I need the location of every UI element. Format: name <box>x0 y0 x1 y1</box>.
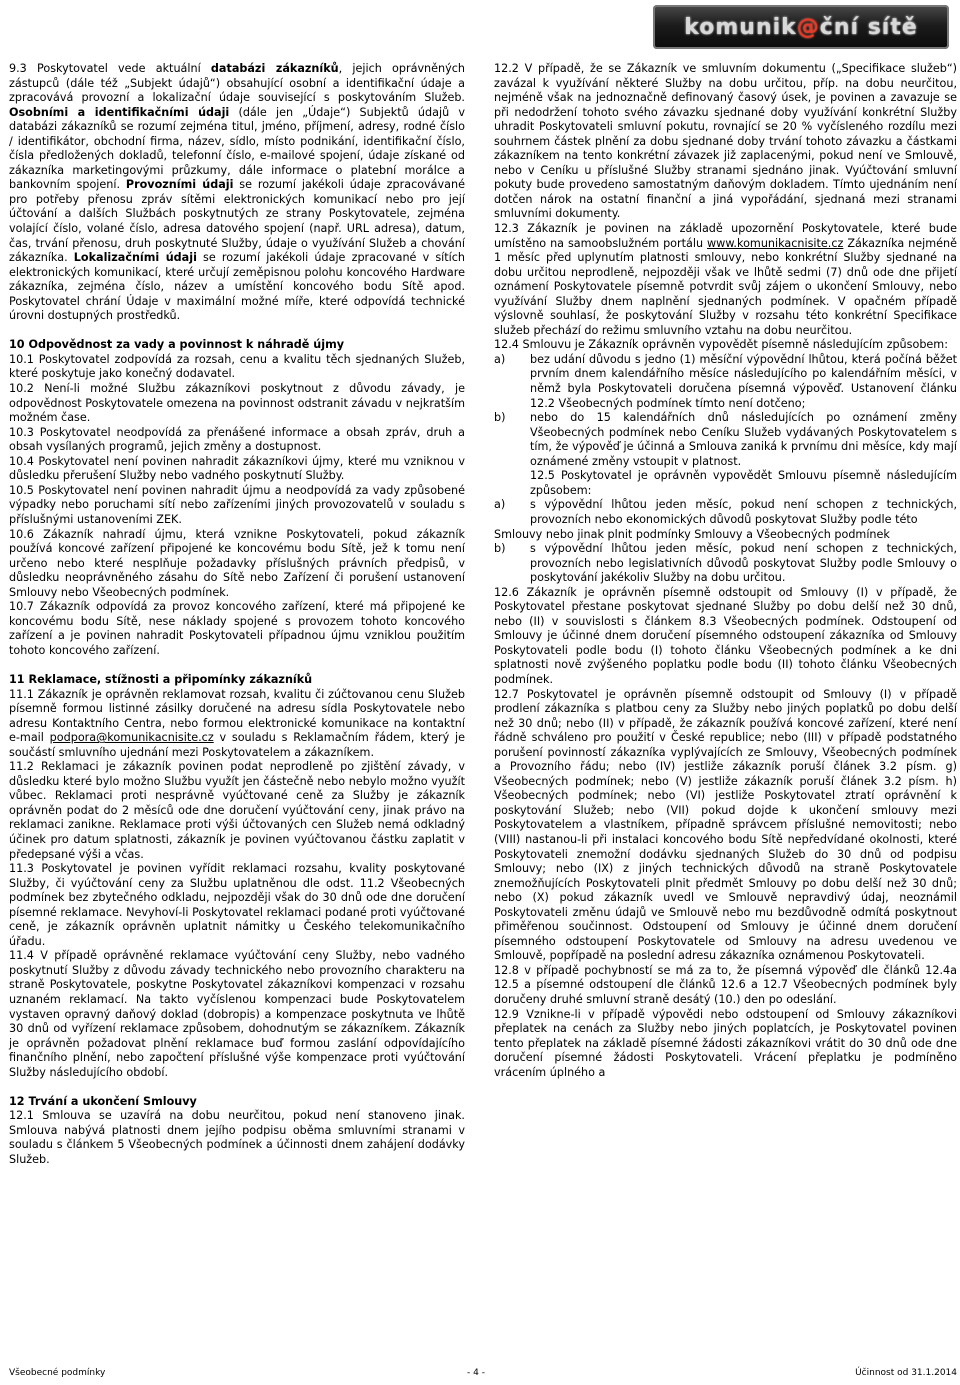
footer-title: Všeobecné podmínky <box>9 1368 106 1378</box>
section-heading-11: 11 Reklamace, stížnosti a připomínky zákazníků <box>9 672 313 686</box>
paragraph-10-3: 10.3 Poskytovatel neodpovídá za přenášené informace a obsah zpráv, druh a obsah vysílaných programů, jejich změny a dostupnost. <box>9 425 465 454</box>
list-item: a) bez udání důvodu s jedno (1) měsíční výpovědní lhůtou, která počíná běžet prvním dnem kalendářního měsíce následujícího po kalendářním měsíci, v němž byla Poskytovateli doručena písemná výpověď. Ustanovení článku 12.2 Všeobecných podmínek tímto není dotčeno; <box>494 352 957 410</box>
paragraph-12-7: 12.7 Poskytovatel je oprávněn písemně odstoupit od Smlouvy (I) v případě prodlení zákazníka s platbou ceny za Služby nebo jiných poplatků po dobu delší než 30 dnů; nebo (II) v případě, že zákazník používá koncové zařízení, které není řádně schváleno pro použití v České republice; nebo (III) v případě podstatného porušení povinností zákazníka vyplývajících ze Smlouvy, Všeobecných podmínek a Provozního řádu; nebo (IV) jestliže zákazník poruší článek 3.2 písm. g) Všeobecných podmínek; nebo (V) jestliže zákazník poruší článek 3.2 písm. h) Všeobecných podmínek; nebo (VI) jestliže Poskytovatel ztratí oprávnění k poskytování Služeb; nebo (VII) pokud dojde k ukončení smlouvy mezi Poskytovatelem a vlastníkem, případně správcem příslušné nemovitosti; nebo (VIII) nastanou-li při instalaci koncového bodu Sítě nepředvídané okolnosti, které Poskytovateli znemožní dodávku sjednaných Služeb do 30 dnů od podpisu Smlouvy; nebo (IX) z jiných technických důvodů na straně Poskytovatele znemožňujících Poskytovateli plnit předmět Smlouvy po dobu delší než 30 dnů; nebo (X) pokud zákazník uvedl ve Smlouvě nepravdivý údaj, neoznámil Poskytovateli změnu údajů ve Smlouvě nebo mu bezdůvodně odmítá poskytnout přiměřenou součinnost. Odstoupení od Smlouvy je účinné dnem doručení písemného odstoupení Poskytovatele od Smlouvy na adresu uvedenou ve Smlouvě, popřípadě na poslední adresu zákazníka oznámenou Poskytovateli. <box>494 687 957 963</box>
paragraph-12-5: 12.5 Poskytovatel je oprávněn vypovědět Smlouvu písemně následujícím způsobem: <box>530 469 957 497</box>
paragraph-10-1: 10.1 Poskytovatel zodpovídá za rozsah, cenu a kvalitu těch sjednaných Služeb, které poskytuje jako konečný dodavatel. <box>9 352 465 381</box>
support-email-link[interactable]: podpora@komunikacnisite.cz <box>49 731 214 745</box>
paragraph-10-7: 10.7 Zákazník odpovídá za provoz koncového zařízení, které má připojené ke koncovému bodu Sítě, nese náklady spojené s provozem tohoto koncového zařízení a je povinen nahradit Poskytovateli případnou újmu vzniklou použitím tohoto koncového zařízení. <box>9 600 465 657</box>
portal-link[interactable]: www.komunikacnisite.cz <box>707 236 844 250</box>
paragraph-12-4: 12.4 Smlouvu je Zákazník oprávněn vypovědět písemně následujícím způsobem: <box>494 338 948 352</box>
paragraph-11-2: 11.2 Reklamaci je zákazník povinen podat neprodleně po zjištění závady, v důsledku které bylo možno Službu využít jen částečně nebo nebylo možno využít vůbec. Reklamaci proti nesprávně vyúčtované ceně za Služby je zákazník oprávněn podat do 2 měsíců ode dne doručení vyúčtování ceny, jinak právo na reklamaci zanikne. Reklamace proti výši účtovaných cen Služeb nemá odkladný účinek pro datum splatnosti, zákazník je povinen vyúčtovanou částku zaplatit v předepsané výši a včas. <box>9 760 465 861</box>
paragraph-10-4: 10.4 Poskytovatel není povinen nahradit zákazníkovi újmy, které mu vzniknou v důsledku přerušení Služby nebo vadného poskytnutí Služby. <box>9 454 465 483</box>
paragraph-10-6: 10.6 Zákazník nahradí újmu, která vznikne Poskytovateli, pokud zákazník používá koncové zařízení připojené ke koncovému bodu Sítě, jež k tomu není určeno nebo které nesplňuje požadavky příslušných právních předpisů, v důsledku neoprávněného zásahu do Sítě nebo Zařízení či porušení ustanovení Smlouvy nebo Všeobecných podmínek. <box>9 527 465 599</box>
list-item: a) s výpovědní lhůtou jeden měsíc, pokud není schopen z technických, provozních nebo ekonomických důvodů poskytovat Služby podle této <box>494 498 957 526</box>
paragraph-9-3: 9.3 Poskytovatel vede aktuální databázi zákazníků, jejich oprávněných zástupců (dále též „Subjekt údajů“) obsahující osobní a identifikační údaje a zpracovává provozní a lokalizační údaje související s poskytováním Služeb. Osobními a identifikačními údaji (dále jen „Údaje“) Subjektů údajů v databázi zákazníků se rozumí zejména titul, jméno, příjmení, adresy, rodné číslo / identifikátor, obchodní firma, název, sídlo, místo podnikání, identifikační číslo, čísla předložených dokladů, telefonní číslo, e-mailové spojení, údaje získané od zákazníka marketingovými průzkumy, dále informace o platební morálce a bankovním spojení. Provozními údaji se rozumí jakékoli údaje zpracovávané pro potřeby přenosu zpráv sítěmi elektronických komunikací nebo pro její účtování a dalších Službách poskytnutých ze strany Poskytovatele, zejména volající číslo, volané číslo, adresa datového spojení (např. URL adresa), datum, čas, trvání přenosu, druh poskytnuté Služby, údaje o využívání Služeb a chování zákazníka. Lokalizačními údaji se rozumí jakékoli údaje zpracované v sítích elektronických komunikací, které určují zeměpisnou polohu koncového Hardware zákazníka, zejména číslo, název a umístění koncového bodu Sítě apod. Poskytovatel chrání Údaje v maximální možné míře, které odpovídá technické úrovni dostupných prostředků. <box>9 62 466 323</box>
paragraph-11-3: 11.3 Poskytovatel je povinen vyřídit reklamaci rozsahu, kvality poskytované Služby, či vyúčtování ceny za Službu uplatněnou dle odst. 11.2 Všeobecných podmínek bez zbytečného odkladu, nejpozději však do 30 dnů ode dne doručení písemné reklamace. Nevyhoví-li Poskytovatel reklamaci podané proti vyúčtované ceně, je zákazník oprávněn uplatnit námitky u Českého telekomunikačního úřadu. <box>9 862 465 948</box>
company-logo <box>653 5 949 49</box>
paragraph-11-4: 11.4 V případě oprávněné reklamace vyúčtování ceny Služby, nebo vadného poskytnutí Služby z důvodu závady technického nebo provozního charakteru na straně Poskytovatele, poskytne Poskytovatel zákazníkovi kompenzaci v rozsahu uznaném reklamací. Na takto vyčíslenou kompenzaci bude Poskytovatelem vystaven opravný daňový doklad (dobropis) a kompenzace poskytnuta ve lhůtě 30 dnů od vyřízení reklamace způsobem, dohodnutým se zákazníkem. Zákazník je oprávněn požadovat plnění reklamace buď formou zaslání odpovídajícího finančního plnění, nebo započtení příslušné výše kompenzace proti vyúčtování Služby následujícího období. <box>9 949 465 1079</box>
paragraph-12-8: 12.8 v případě pochybností se má za to, že písemná výpověď dle článků 12.4a 12.5 a písemné odstoupení dle článků 12.6 a 12.7 Všeobecných podmínek byly doručeny druhé smluvní straně desátý (10.) den po odeslání. <box>494 963 957 1006</box>
paragraph-12-2: 12.2 V případě, že se Zákazník ve smluvním dokumentu („Specifikace služeb“) zavázal k využívání některé Služby na dobu určitou, příp. na dobu neurčitou, nejméně však na jednoznačně definovaný časový úsek, je povinen a zavazuje se při nedodržení tohoto svého závazku sjednané doby využívání konkrétní Služby uhradit Poskytovateli smluvní pokutu, rovnající se 20 % vyčísleného rozdílu mezi souhrnem částek plnění za dobu sjednané doby trvání tohoto závazku a částkami zákazníkem na tento konkrétní závazek již zaplacenými, pokud není ve Smlouvě, nebo v Ceníku u příslušné Služby stranami sjednáno jinak. Vyúčtování smluvní pokuty bude provedeno samostatným daňovým dokladem. Tímto ujednáním není dotčen nárok na ostatní finanční a jiná vypořádání, sjednaná mezi stranami smluvními dokumenty. <box>494 62 957 221</box>
list-item: b) s výpovědní lhůtou jeden měsíc, pokud není schopen z technických, provozních nebo legislativních důvodů poskytovat Služby podle Smlouvy o poskytování jakékoliv Služby na dobu určitou. <box>494 542 957 585</box>
right-column <box>494 62 957 1080</box>
section-heading-12: 12 Trvání a ukončení Smlouvy <box>9 1094 197 1108</box>
paragraph-12-5-continuation: Smlouvy nebo jinak plnit podmínky Smlouvy a Všeobecných podmínek <box>494 527 890 541</box>
list-item: b) nebo do 15 kalendářních dnů následujících po oznámení změny Všeobecných podmínek nebo Ceníku Služeb vydávaných Poskytovatelem s tím, že výpověď je účinná a Smlouva zaniká k prvnímu dni měsíce, kdy mají oznámené změny vstoupit v platnost. <box>494 411 957 468</box>
paragraph-11-1: 11.1 Zákazník je oprávněn reklamovat rozsah, kvalitu či zúčtovanou cenu Služeb písemně formou listinné zásilky doručené na adresu sídla Poskytovatele nebo adresu Kontaktního Centra, nebo formou elektronické komunikace na kontaktní e-mail podpora@komunikacnisite.cz v souladu s Reklamačním řádem, který je součástí smluvního ujednání mezi Poskytovatelem a zákazníkem. <box>9 687 465 759</box>
paragraph-10-5: 10.5 Poskytovatel není povinen nahradit újmu a neodpovídá za vady způsobené výpadky nebo poruchami sítí nebo zařízeními jiných provozovatelů v souladu s příslušnými ustanoveními ZEK. <box>9 483 465 526</box>
logo-text: komunik@ční sítě <box>684 14 918 40</box>
section-heading-10: 10 Odpovědnost za vady a povinnost k náhradě újmy <box>9 338 345 352</box>
left-column <box>9 62 465 1168</box>
page-number: - 4 - <box>467 1368 485 1378</box>
paragraph-10-2: 10.2 Není-li možné Službu zákazníkovi poskytnout z důvodu závady, je odpovědnost Poskytovatele omezena na povinnost odstranit závadu v nejkratším možném čase. <box>9 382 465 425</box>
footer-effective-date: Účinnost od 31.1.2014 <box>855 1368 957 1378</box>
paragraph-12-1: 12.1 Smlouva se uzavírá na dobu neurčitou, pokud není stanoveno jinak. Smlouva nabývá platnosti dnem jejího podpisu oběma smluvními stranami v souladu s článkem 5 Všeobecných podmínek a účinnosti dnem zahájení dodávky Služeb. <box>9 1109 465 1167</box>
paragraph-12-6: 12.6 Zákazník je oprávněn písemně odstoupit od Smlouvy (I) v případě, že Poskytovatel přestane poskytovat sjednané Služby po dobu delší než 30 dnů, nebo (II) v souvislosti s článkem 8.3 Všeobecných podmínek. Odstoupení od Smlouvy je účinné dnem doručení písemného odstoupení zákazníka od Smlouvy Poskytovateli podle bodu (I) tohoto článku Všeobecných podmínek a ke dni splatnosti nově zvýšeného poplatku podle bodu (II) tohoto článku Všeobecných podmínek. <box>494 585 957 686</box>
paragraph-12-3: 12.3 Zákazník je povinen na základě upozornění Poskytovatele, které bude umístěno na samoobslužném portálu www.komunikacnisite.cz Zákazníka nejméně 1 měsíc před uplynutím platnosti smlouvy, nebo konkrétní Služby sjednané na dobu určitou neprodleně, nejpozději však ve lhůtě sedmi (7) dnů ode dne přijetí oznámení Poskytovatele písemně potvrdit svůj zájem o ukončení Smlouvy, nebo využívání Služby dnem naplnění sjednaných podmínek. V opačném případě výslovně souhlasí, že poskytování Služby v rozsahu této konkrétní Specifikace služeb přechází do režimu smluvního vztahu na dobu neurčitou. <box>494 222 957 337</box>
paragraph-12-9: 12.9 Vznikne-li v případě výpovědi nebo odstoupení od Smlouvy zákazníkovi přeplatek na cenách za Služby nebo jiných poplatcích, je Poskytovatel povinen tento přeplatek na základě písemné žádosti zákazníkovi vrátit do 30 dnů ode dne doručení písemné žádosti Poskytovateli. Vrácení přeplatku je podmíněno vrácením úplného a <box>494 1007 957 1079</box>
